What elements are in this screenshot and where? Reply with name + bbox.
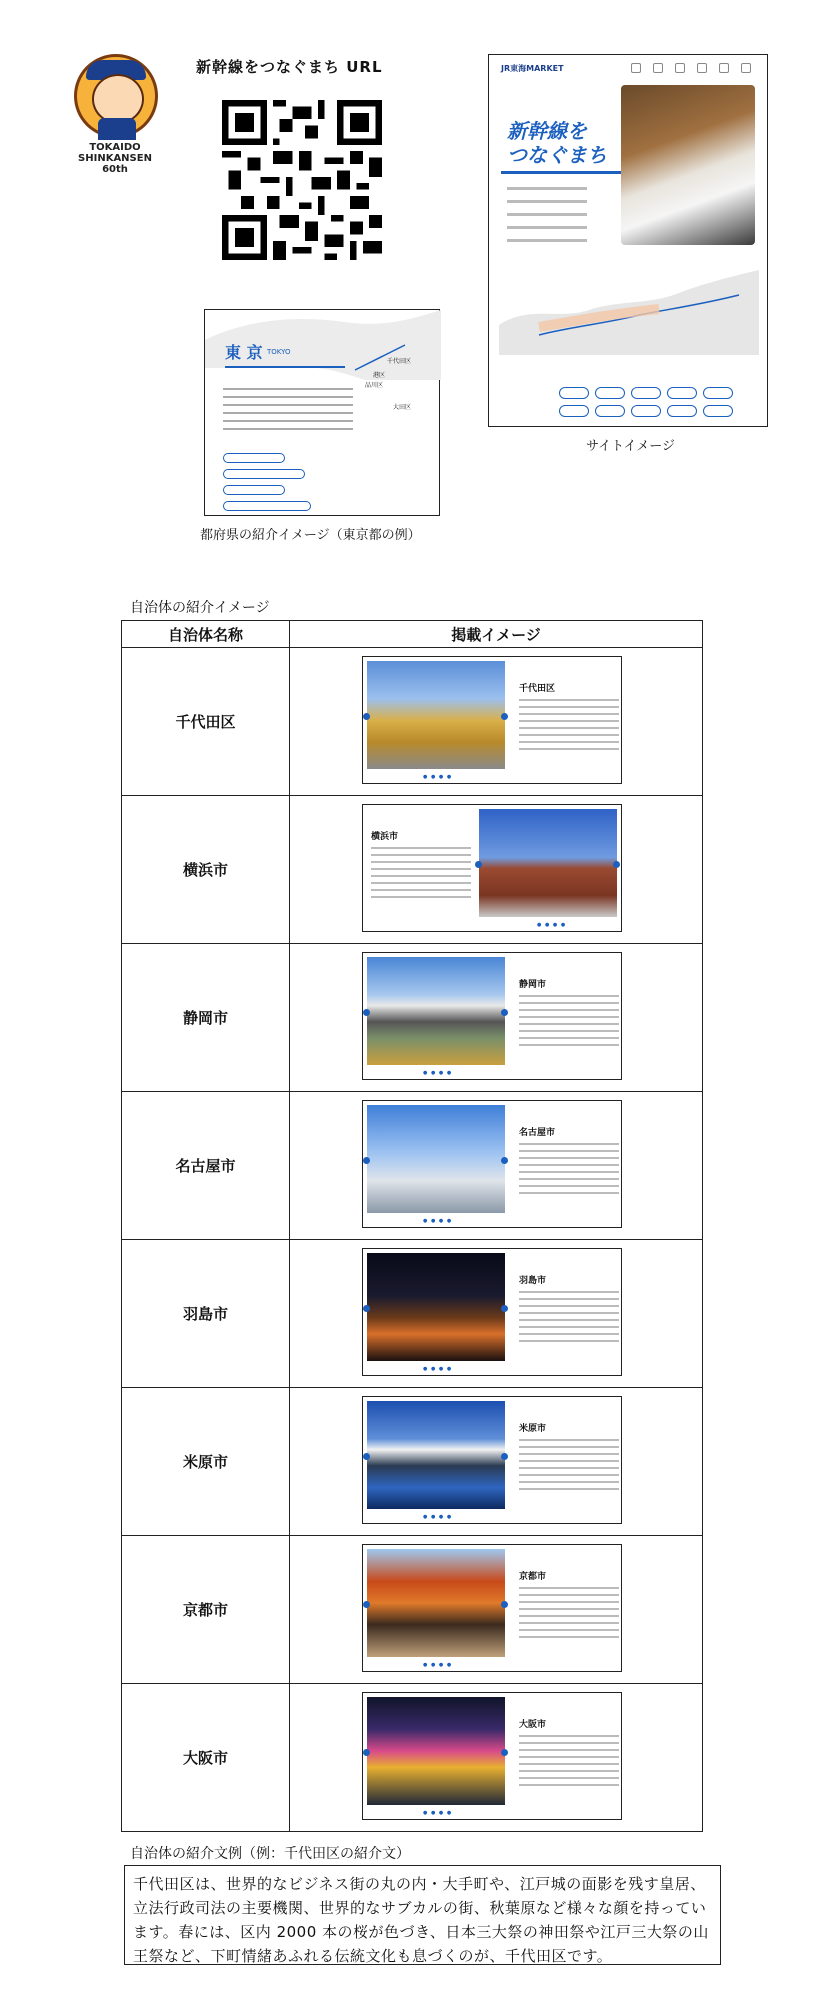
municipality-preview-cell: [290, 1684, 703, 1832]
municipality-name: 横浜市: [122, 796, 290, 944]
logo-face: [92, 74, 144, 124]
municipality-name: 大阪市: [122, 1684, 290, 1832]
slide-description: [519, 1143, 619, 1199]
prev-arrow-icon[interactable]: [363, 1601, 370, 1608]
tokyo-title: 東 京: [225, 343, 263, 362]
slide-title: 米原市: [519, 1424, 547, 1434]
municipality-preview-cell: [290, 944, 703, 1092]
gingko-diet-photo: [367, 661, 505, 769]
map-label: 千代田区: [387, 358, 412, 365]
slide-title: 京都市: [519, 1572, 547, 1582]
slide-title: 大阪市: [519, 1720, 547, 1730]
example-title: 自治体の紹介文例（例：千代田区の紹介文）: [130, 1846, 410, 1862]
municipality-slide: [362, 1396, 622, 1524]
slide-title: 横浜市: [371, 832, 399, 842]
night-highway-photo: [367, 1253, 505, 1361]
municipality-slide: [362, 1692, 622, 1820]
next-arrow-icon[interactable]: [501, 713, 508, 720]
tokyo-image-preview: [204, 309, 440, 516]
municipality-preview-cell: [290, 796, 703, 944]
municipality-slide: [362, 1544, 622, 1672]
slide-title: 千代田区: [519, 684, 556, 694]
map-label: 品川区: [365, 382, 384, 389]
municipality-slide: [362, 656, 622, 784]
next-arrow-icon[interactable]: [501, 1009, 508, 1016]
next-arrow-icon[interactable]: [501, 1305, 508, 1312]
japan-map: [499, 265, 759, 355]
slide-description: [371, 847, 471, 903]
carousel-dots[interactable]: ● ● ● ●: [537, 922, 567, 928]
table-row: [122, 648, 703, 796]
slide-title: 羽島市: [519, 1276, 547, 1286]
municipality-slide: [362, 1100, 622, 1228]
site-image-caption: サイトイメージ: [586, 439, 676, 454]
municipality-table: [121, 620, 703, 1832]
map-label: 港区: [373, 372, 386, 379]
prev-arrow-icon[interactable]: [363, 713, 370, 720]
tv-tower-photo: [367, 1105, 505, 1213]
site-image-preview: [488, 54, 768, 427]
municipality-slide: [362, 952, 622, 1080]
logo-body: [98, 118, 136, 140]
next-arrow-icon[interactable]: [501, 1601, 508, 1608]
carousel-dots[interactable]: ● ● ● ●: [423, 774, 453, 780]
municipality-name: 米原市: [122, 1388, 290, 1536]
carousel-dots[interactable]: ● ● ● ●: [423, 1810, 453, 1816]
table-row: [122, 1388, 703, 1536]
slide-title: 名古屋市: [519, 1128, 556, 1138]
carousel-dots[interactable]: ● ● ● ●: [423, 1218, 453, 1224]
prev-arrow-icon[interactable]: [363, 1305, 370, 1312]
tokyo-subtitle: TOKYO: [267, 348, 291, 356]
municipality-name: 千代田区: [122, 648, 290, 796]
table-row: [122, 796, 703, 944]
next-arrow-icon[interactable]: [613, 861, 620, 868]
table-row: [122, 944, 703, 1092]
slide-title: 静岡市: [519, 980, 547, 990]
carousel-dots[interactable]: ● ● ● ●: [423, 1514, 453, 1520]
slide-description: [519, 1587, 619, 1643]
section-title: 自治体の紹介イメージ: [130, 600, 270, 616]
site-heading: 新幹線を つなぐまち: [507, 119, 607, 167]
table-row: [122, 1240, 703, 1388]
example-text: 千代田区は、世界的なビジネス街の丸の内・大手町や、江戸城の面影を残す皇居、立法行政司法の主要機関、世界的なサブカルの街、秋葉原など様々な顔を持っています。春には、区内 2000 本の桜が色づき、日本三大祭の神田祭や江戸三大祭の山王祭など、下町情緒あふれる伝統文化も息づくのが、千代田区です。: [124, 1865, 721, 1965]
site-intro-lines: [507, 187, 587, 252]
carousel-dots[interactable]: ● ● ● ●: [423, 1662, 453, 1668]
carousel-dots[interactable]: ● ● ● ●: [423, 1070, 453, 1076]
castle-boat-photo: [367, 957, 505, 1065]
municipality-name: 京都市: [122, 1536, 290, 1684]
table-row: [122, 1536, 703, 1684]
municipality-slide: [362, 804, 622, 932]
municipality-preview-cell: [290, 1240, 703, 1388]
municipality-slide: [362, 1248, 622, 1376]
tokyo-description: [223, 388, 353, 436]
municipality-name: 羽島市: [122, 1240, 290, 1388]
column-header: 掲載イメージ: [290, 621, 703, 648]
next-arrow-icon[interactable]: [501, 1157, 508, 1164]
municipality-preview-cell: [290, 1388, 703, 1536]
shinkansen-photo: [621, 85, 755, 245]
logo-text: TOKAIDO SHINKANSEN 60th: [78, 142, 152, 175]
autumn-temple-photo: [367, 1549, 505, 1657]
municipality-name: 名古屋市: [122, 1092, 290, 1240]
slide-description: [519, 1291, 619, 1347]
map-label: 大田区: [393, 404, 412, 411]
column-header: 自治体名称: [122, 621, 290, 648]
prev-arrow-icon[interactable]: [363, 1009, 370, 1016]
next-arrow-icon[interactable]: [501, 1749, 508, 1756]
site-brand: JR東海MARKET: [501, 64, 564, 73]
qr-title: 新幹線をつなぐまち URL: [196, 58, 383, 76]
municipality-name: 静岡市: [122, 944, 290, 1092]
tokyo-link-buttons[interactable]: [223, 453, 311, 517]
municipality-preview-cell: [290, 1092, 703, 1240]
slide-description: [519, 1439, 619, 1495]
municipality-preview-cell: [290, 1536, 703, 1684]
carousel-dots[interactable]: ● ● ● ●: [423, 1366, 453, 1372]
qr-code[interactable]: [222, 100, 382, 260]
prev-arrow-icon[interactable]: [363, 1749, 370, 1756]
prev-arrow-icon[interactable]: [475, 861, 482, 868]
slide-description: [519, 699, 619, 755]
site-heading-rule: [501, 171, 621, 174]
site-prefecture-buttons[interactable]: [559, 387, 733, 417]
red-brick-photo: [479, 809, 617, 917]
prev-arrow-icon[interactable]: [363, 1453, 370, 1460]
table-row: [122, 1684, 703, 1832]
table-row: [122, 1092, 703, 1240]
slide-description: [519, 1735, 619, 1791]
site-nav: [631, 63, 751, 73]
slide-description: [519, 995, 619, 1051]
prev-arrow-icon[interactable]: [363, 1157, 370, 1164]
municipality-preview-cell: [290, 648, 703, 796]
tokyo-title-rule: [225, 366, 345, 368]
next-arrow-icon[interactable]: [501, 1453, 508, 1460]
snow-mountain-photo: [367, 1401, 505, 1509]
dotonbori-photo: [367, 1697, 505, 1805]
tokyo-image-caption: 都府県の紹介イメージ（東京都の例）: [200, 528, 421, 543]
